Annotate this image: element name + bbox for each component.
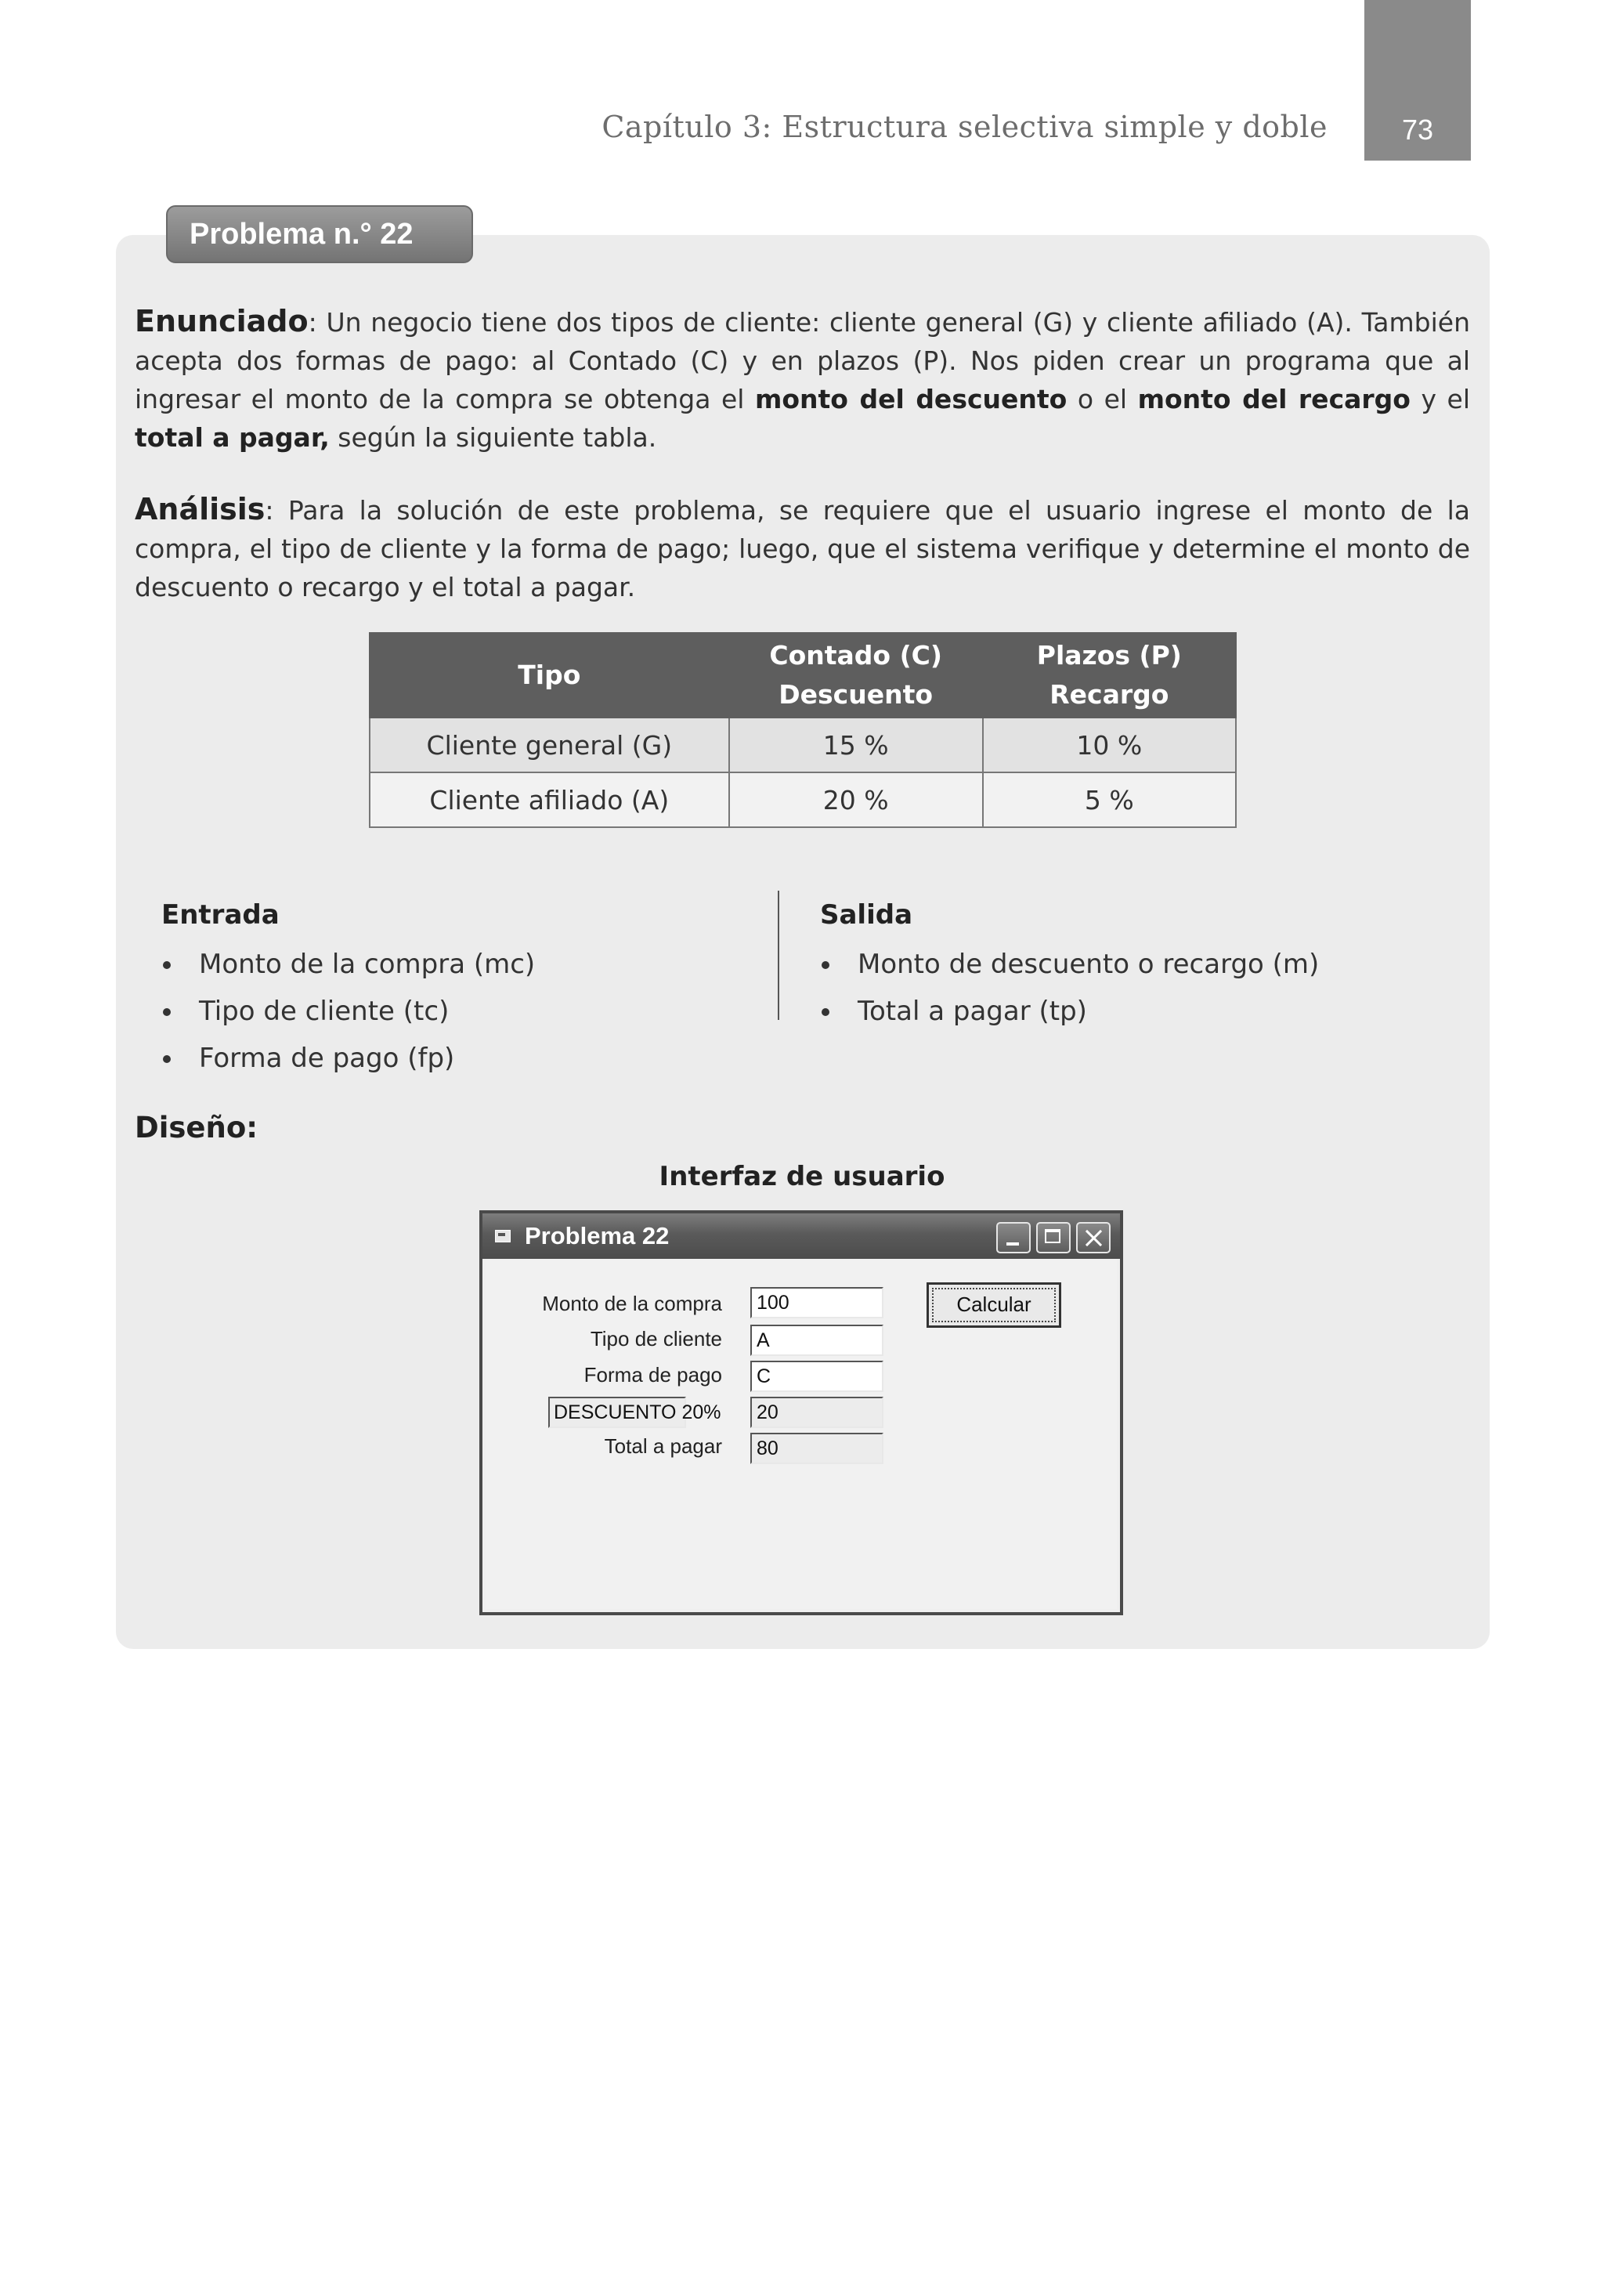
page-number: 73	[1401, 114, 1434, 146]
enunciado-text-3: y el	[1410, 384, 1471, 414]
cell-tipo: Cliente afiliado (A)	[370, 772, 729, 827]
salida-title: Salida	[820, 899, 913, 931]
list-item: Forma de pago (fp)	[161, 1035, 535, 1082]
enunciado-bold-3: total a pagar,	[135, 422, 330, 453]
monto-input[interactable]	[750, 1287, 883, 1318]
table-row	[370, 772, 1236, 827]
calcular-button[interactable]	[927, 1282, 1061, 1328]
enunciado-bold-1: monto del descuento	[754, 384, 1068, 414]
analisis-label: Análisis	[135, 492, 266, 526]
rate-table	[369, 632, 1237, 828]
list-item: Total a pagar (tp)	[820, 988, 1319, 1035]
analisis-text: : Para la solución de este problema, se requiere que el usuario ingrese el monto de la compra, el tipo de cliente y la forma de pago; luego, que el sistema verifique y determine el monto de descuento o recargo y el total a pagar.	[135, 495, 1470, 602]
app-icon[interactable]	[495, 1230, 511, 1242]
problem-tag: Problema n.° 22	[166, 205, 473, 263]
table-row	[370, 718, 1236, 772]
cell-contado: 20 %	[729, 772, 983, 827]
monto-label: Monto de la compra	[542, 1292, 722, 1315]
window-client	[486, 1259, 1117, 1609]
enunciado-text-1: : Un negocio tiene dos tipos de cliente: cliente general (G) y cliente afiliado (A). También acepta dos formas de pago: al Contado (C) y en plazos (P). Nos piden crear un programa que al ingresar el monto de la compra se obtenga el	[135, 307, 1470, 414]
cell-tipo: Cliente general (G)	[370, 718, 729, 772]
analisis-paragraph	[135, 490, 1470, 606]
cell-plazos: 10 %	[983, 718, 1236, 772]
entrada-title: Entrada	[161, 899, 280, 931]
enunciado-bold-2: monto del recargo	[1137, 384, 1411, 414]
header-contado	[729, 633, 983, 718]
enunciado-text-2: o el	[1067, 384, 1138, 414]
header-contado-line2: Descuento	[779, 679, 934, 710]
cell-contado: 15 %	[729, 718, 983, 772]
header-plazos	[983, 633, 1236, 718]
app-window	[479, 1210, 1123, 1615]
entrada-list	[161, 941, 535, 1082]
total-output[interactable]	[750, 1433, 883, 1464]
descuento-output[interactable]	[750, 1397, 883, 1428]
list-item: Monto de descuento o recargo (m)	[820, 941, 1319, 988]
window-titlebar[interactable]	[482, 1213, 1120, 1259]
enunciado-text-4: según la siguiente tabla.	[329, 422, 657, 453]
chapter-title: Capítulo 3: Estructura selectiva simple y doble	[602, 110, 1328, 144]
calcular-button-label: Calcular	[932, 1288, 1056, 1322]
header-plazos-line2: Recargo	[1049, 679, 1169, 710]
tipo-input[interactable]	[750, 1325, 883, 1356]
tipo-label: Tipo de cliente	[590, 1327, 722, 1350]
enunciado-label: Enunciado	[135, 304, 309, 338]
salida-list	[820, 941, 1319, 1035]
header-contado-line1: Contado (C)	[769, 640, 942, 671]
close-icon[interactable]	[1076, 1222, 1111, 1253]
forma-input[interactable]	[750, 1361, 883, 1392]
header-plazos-line1: Plazos (P)	[1036, 640, 1182, 671]
cell-plazos: 5 %	[983, 772, 1236, 827]
total-label: Total a pagar	[604, 1434, 722, 1458]
header-tipo: Tipo	[370, 633, 729, 718]
list-item: Monto de la compra (mc)	[161, 941, 535, 988]
ui-caption: Interfaz de usuario	[659, 1161, 945, 1192]
forma-label: Forma de pago	[583, 1363, 722, 1387]
minimize-icon[interactable]	[996, 1222, 1031, 1253]
maximize-icon[interactable]	[1036, 1222, 1071, 1253]
window-title: Problema 22	[525, 1222, 670, 1249]
descuento-label: DESCUENTO 20%	[548, 1397, 686, 1428]
page-number-tab	[1364, 0, 1471, 161]
enunciado-paragraph	[135, 302, 1470, 457]
design-title: Diseño:	[135, 1111, 258, 1144]
io-divider	[778, 891, 779, 1020]
list-item: Tipo de cliente (tc)	[161, 988, 535, 1035]
table-header-row	[370, 633, 1236, 718]
